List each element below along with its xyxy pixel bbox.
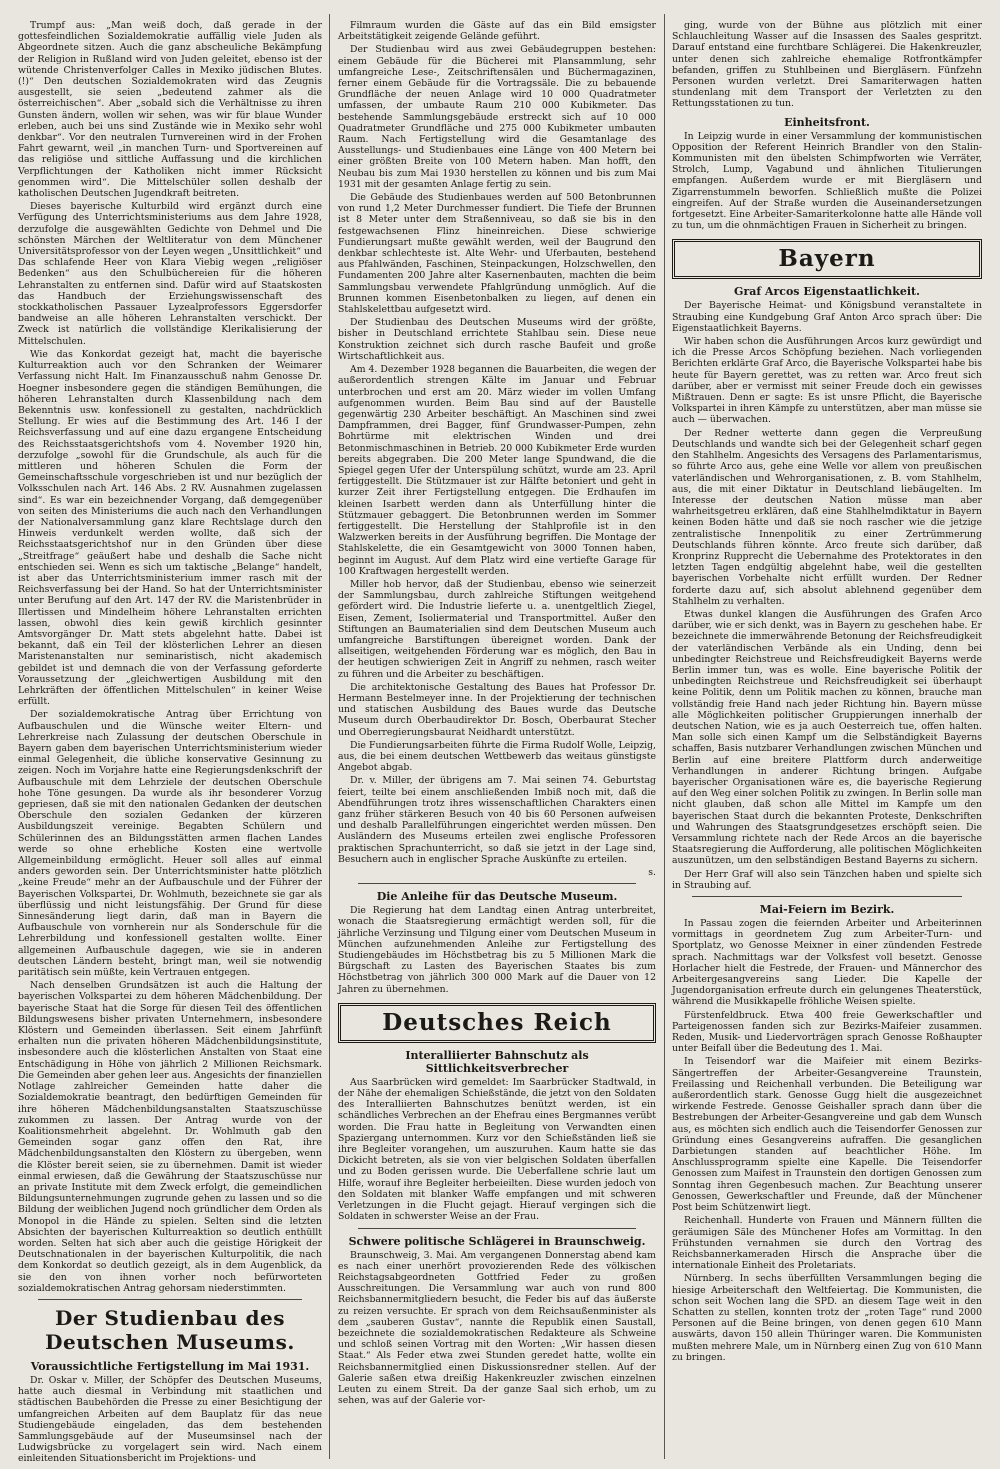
column-3 <box>672 20 982 1450</box>
column-rule <box>664 14 665 1459</box>
article-paragraph: Die Regierung hat dem Landtag einen Antrag unterbreitet, wonach die Staatsregierung ermächtigt werden soll, für die jährliche Verzinsung und Tilgung einer vom Deutschen Museum in München aufzunehmenden Anleihe zur Fertigstellung des Studiengebäudes im Höchstbetrag bis zu 5 Millionen Mark die Bürgschaft zu Lasten des Bayerischen Staates bis zum Höchstbetrag von jährlich 300 000 Mark auf die Dauer von 12 Jahren zu übernehmen. <box>338 905 656 995</box>
article-paragraph: Nach denselben Grundsätzen ist auch die Haltung der bayerischen Volkspartei zu dem höheren Mädchenbildung. Der bayerische Staat hat die Sorge für diesen Teil des öffentlichen Bildungswesens bisher privaten Unternehmern, insbesondere Klöstern und Gemeinden überlassen. Seit einem Jahrfünft erhalten nun die privaten höheren Mädchenbildungsinstitute, insbesondere auch die klösterlichen Anstalten von Staat eine Entschädigung in Höhe von jährlich 2 Millionen Reichsmark. Die Gemeinden aber gehen leer aus. Angesichts der finanziellen Notlage zahlreicher Gemeinden hatte daher die Sozialdemokratie beantragt, den bedürftigen Gemeinden für ihre höheren Mädchenbildungsanstalten Staatszuschüsse zukommen zu lassen. Der Antrag wurde von der Koalitionsmehrheit abgelehnt. Dr. Wohlmuth gab den Gemeinden sogar ganz offen den Rat, ihre Mädchenbildungsanstalten den Klöstern zu übergeben, wenn die Klöster bereit seien, sie zu übernehmen. Damit ist wieder einmal erwiesen, daß die Gewährung der Staatszuschüsse nur an private Institute mit dem Zweck erfolgt, die gemeindlichen Bildungsunternehmungen zugrunde gehen zu lassen und so die Bildung der weiblichen Jugend noch gründlicher dem Orden als Monopol in die Hände zu spielen. Selten sind die letzten Absichten der bayerischen Kulturreaktion so deutlich enthüllt worden. Selten hat sich aber auch die geistige Hörigkeit der Deutschnationalen in der bayerischen Kulturpolitik, die nach dem Konkordat so deutlich gezeigt, als in dem Augenblick, da sie den von ihnen vorher noch befürworteten sozialdemokratischen Antrag gehorsam niederstimmten. <box>18 980 322 1294</box>
article-paragraph: Der Studienbau des Deutschen Museums wird der größte, bisher in Deutschland errichtete Stahlbau sein. Diese neue Konstruktion zeichnet sich durch rasche Baufeit und große Wirtschaftlichkeit aus. <box>338 317 656 362</box>
article-paragraph: Wie das Konkordat gezeigt hat, macht die bayerische Kulturreaktion auch vor den Schranken der Weimarer Verfassung nicht Halt. Im Finanzausschuß nahm Genosse Dr. Hoegner insbesondere gegen die ständigen Bemühungen, die höheren Lehranstalten durch Klassenbildung nach dem Bekenntnis usw. konfessionell zu gestalten, nachdrücklich Stellung. Er wies auf die Bestimmung des Art. 146 I der Reichsverfassung und auf eine dazu ergangene Entscheidung des Reichsstaatsgerichtshofs vom 4. November 1920 hin, derzufolge „sowohl für die Grundschule, als auch für die mittleren und höheren Schulen die Form der Gemeinschaftsschule vorgeschrieben ist und nur bezüglich der Volksschulen nach Art. 146 Abs. 2 RV. Ausnahmen zugelassen sind“. Es war ein bezeichnender Vorgang, daß demgegenüber von seiten des Ministeriums die auch nach den Verhandlungen der Nationalversammlung ganz klare Rechtslage durch den Hinweis verdunkelt werden wollte, daß sich der Reichsstaatsgerichtshof nur in den Gründen über diese „Streitfrage“ geäußert habe und deshalb die Sache nicht entschieden sei. Wenn es sich um taktische „Belange“ handelt, ist aber das Unterrichtsministerium immer rasch mit der Reichsverfassung bei der Hand. So hat der Unterrichtsminister unter Berufung auf den Art. 147 der RV. die Maristenbrüder in Illertissen und Mindelheim höhere Lehranstalten errichten lassen, obwohl dies kein gewiß kirchlich gesinnter Amtsvorgänger Dr. Matt stets abgelehnt hatte. Dabei ist bekannt, daß ein Teil der klösterlichen Lehrer an diesen Maristenanstalten nur seminaristisch, nicht akademisch gebildet ist und demnach die von der Verfassung geforderte Voraussetzung der „gleichwertigen Ausbildung mit den Lehrkräften der öffentlichen Mittelschulen“ in keiner Weise erfüllt. <box>18 348 322 708</box>
column-2 <box>338 20 656 1450</box>
article-paragraph: Der Bayerische Heimat- und Königsbund veranstaltete in Straubing eine Kundgebung Graf Anton Arco sprach über: Die Eigenstaatlichkeit Bayerns. <box>672 300 982 334</box>
section-banner-deutsches-reich: Deutsches Reich <box>338 1003 656 1043</box>
arco-headline: Graf Arcos Eigenstaatlichkeit. <box>734 285 920 299</box>
divider <box>692 896 962 897</box>
article-paragraph: In Leipzig wurde in einer Versammlung der kommunistischen Opposition der Referent Heinrich Brandler von den Stalin-Kommunisten mit den übelsten Schimpfworten wie Verräter, Strolch, Lump, Vagabund und ähnlichen Titulierungen empfangen. Außerdem wurde er mit Biergläsern und Zigarrenstummeln beworfen. Schließlich mußte die Polizei eingreifen. Auf der Straße wurden die Auseinandersetzungen fortgesetzt. Eine Arbeiter-Samariterkolonne hatte alle Hände voll zu tun, um die ohnmächtigen Frauen in Sicherheit zu bringen. <box>672 130 982 232</box>
einheitsfront-headline: Einheitsfront. <box>784 115 870 129</box>
article-paragraph: Wir haben schon die Ausführungen Arcos kurz gewürdigt und ich die Presse Arcos Schöpfung beziehen. Nach vorliegenden Berichten erklärte Graf Arco, die Bayerische Volkspartei habe bis heute für Bayern gerettet, was zu retten war. Arco freut sich darüber, aber er vermisst mit seiner Freude doch ein gewisses Mißtrauen. Denn er sagte: Es ist unsre Pflicht, die Bayerische Volkspartei in ihren Kämpfe zu unterstützen, aber man müsse sie auch — überwachen. <box>672 336 982 426</box>
divider <box>38 1299 302 1300</box>
article-paragraph: Filmraum wurden die Gäste auf das ein Bild emsigster Arbeitstätigkeit zeigende Gelände geführt. <box>338 20 656 43</box>
maifeier-headline: Mai-Feiern im Bezirk. <box>759 903 895 917</box>
article-paragraph: Die Fundierungsarbeiten führte die Firma Rudolf Wolle, Leipzig, aus, die bei einem deutschen Wettbewerb das weitaus günstigste Angebot abgab. <box>338 739 656 774</box>
article-paragraph: Braunschweig, 3. Mai. Am vergangenen Donnerstag abend kam es nach einer unerhört provozierenden Rede des völkischen Reichstagsabgeordneten Gottfried Feder zu großen Ausschreitungen. Die Versammlung war auch von rund 800 Reichsbannermitgliedern besucht, die Feder bis auf das äußerste zu reizen versuchte. Er sprach von dem Reichsaußenminister als dem „sauberen Gustav“, nannte die Republik einen Saustall, bezeichnete die sozialdemokratischen Redakteure als Schweine und schloß seinen Vortrag mit den Worten: „Wir hassen diesen Staat.“ Als Feder etwa zwei Stunden geredet hatte, wollte ein Reichsbannermitglied einen Diskussionsredner stellen. Auf der Galerie saßen etwa dreißig Hakenkreuzler zwischen einzelnen Leuten zu einem Streit. Da der ganze Saal sich erhob, um zu sehen, was auf der Galerie vor- <box>338 1249 656 1407</box>
museum-headline: Der Studienbau des Deutschen Museums. <box>45 1305 295 1354</box>
article-paragraph: Die architektonische Gestaltung des Baues hat Professor Dr. Hermann Bestelmeyer inne. In der Projektierung der technischen und statischen Ausbildung des Baues wurde das Deutsche Museum durch Oberbaudirektor Dr. Bosch, Oberbaurat Stecher und Oberregierungsbaurat Neidhardt unterstützt. <box>338 681 656 738</box>
column-1 <box>18 20 322 1465</box>
article-paragraph: ging, wurde von der Bühne aus plötzlich mit einer Schlauchleitung Wasser auf die Insassen des Saales gespritzt. Darauf entstand eine furchtbare Schlägerei. Die Hakenkreuzler, unter denen sich zahlreiche ehemalige Rotfrontkämpfer befanden, griffen zu Stuhlbeinen und Biergläsern. Fünfzehn Personen wurden verletzt. Drei Samariterwagen hatten stundenlang mit dem Transport der Verletzten zu den Rettungsstationen zu tun. <box>672 20 982 110</box>
divider <box>358 1228 636 1229</box>
article-paragraph: Dieses bayerische Kulturbild wird ergänzt durch eine Verfügung des Unterrichtsministeriums aus dem Jahre 1928, derzufolge die ausgewählten Gedichte von Dehmel und Die schönsten Märchen der Weltliteratur von dem Münchener Universitätsprofessor von der Leyen wegen „Unsittlichkeit“ und Das schlafende Heer von Klara Viebig wegen „religiöser Bedenken“ aus den Schulbüchereien für die höheren Lehranstalten zu entfernen sind. Dafür wird auf Staatskosten das Handbuch der Erziehungswissenschaft des stockkatholischen Passauer Lyzealprofessors Eggersdorfer bandweise an alle höheren Lehranstalten verschickt. Der Zweck ist natürlich die vollständige Klerikalisierung der Mittelschulen. <box>18 201 322 347</box>
article-paragraph: Der sozialdemokratische Antrag über Errichtung von Aufbauschulen und die Wünsche weiter Eltern- und Lehrerkreise nach Zulassung der deutschen Oberschule in Bayern gaben dem bayerischen Unterrichtsministerium wieder einmal Gelegenheit, die übliche konservative Gesinnung zu zeigen. Noch im Vorjahre hatte eine Regierungsdenkschrift der Aufbauschule mit dem Lehrziele der deutschen Oberschule hohe Töne gesungen. Da wurde als ihr besonderer Vorzug gepriesen, daß sie mit den nationalen Gedanken der deutschen Oberschule den sozialen Gedanken der kürzeren Ausbildungszeit vereinige. Begabten Schülern und Schülerinnen des an Bildungsstätten armen flachen Landes werde so ohne erhebliche Kosten eine wertvolle Allgemeinbildung ermöglicht. Heuer soll alles auf einmal anders geworden sein. Der Unterrichtsminister hatte plötzlich „keine Freude“ mehr an der Aufbauschule und der Führer der Bayerischen Volkspartei, Dr. Wohlmuth, bezeichnete sie gar als überflüssig und nicht leistungsfähig. Der Grund für diese Sinnesänderung liegt darin, daß man in Bayern die Aufbauschule von vornherein nur als Sonderschule für die Lehrerbildung und konfessionell gestalten wollte. Einer allgemeinen Aufbauschule dagegen, wie sie in anderen deutschen Ländern besteht, bringt man, weil sie notwendig paritätisch sein müßte, kein Vertrauen entgegen. <box>18 709 322 979</box>
article-paragraph: Miller hob hervor, daß der Studienbau, ebenso wie seinerzeit der Sammlungsbau, durch zahlreiche Stiftungen weitgehend gefördert wird. Die Industrie lieferte u. a. unentgeltlich Ziegel, Eisen, Zement, Isoliermaterial und Transportmittel. Außer den Stiftungen an Baumaterialien sind dem Deutschen Museum auch umfangreiche Barstiftungen übereignet worden. Dank der allseitigen, weitgehenden Förderung war es möglich, den Bau in der heutigen schwierigen Zeit in Angriff zu nehmen, rasch weiter zu führen und die Arbeiter zu beschäftigen. <box>338 578 656 680</box>
article-paragraph: Nürnberg. In sechs überfüllten Versammlungen beging die hiesige Arbeiterschaft den Weltfeiertag. Die Kommunisten, die schon seit Wochen lang die SPD. an diesem Tage weit in den Schatten zu stellen, konnten trotz der „roten Tage“ rund 2000 Personen auf die Beine bringen, von denen gegen 610 Mann auswärts, davon 150 allein Thüringer waren. Die Kommunisten mußten mehrere Male, um in Nürnberg einen Zug von 610 Mann zu bringen. <box>672 1273 982 1363</box>
article-paragraph: Fürstenfeldbruck. Etwa 400 freie Gewerkschaftler und Parteigenossen fanden sich zur Bezirks-Maifeier zusammen. Reden, Musik- und Liedervorträgen sprach Genosse Roßhaupter unter Beifall über die Bedeutung des 1. Mai. <box>672 1009 982 1055</box>
article-paragraph: Der Herr Graf will also sein Tänzchen haben und spielte sich in Straubing auf. <box>672 868 982 891</box>
column-rule <box>329 14 330 1459</box>
braunschweig-headline: Schwere politische Schlägerei in Braunschweig. <box>348 1234 646 1248</box>
article-paragraph: Aus Saarbrücken wird gemeldet: Im Saarbrücker Stadtwald, in der Nähe der ehemaligen Schießstände, die jetzt von den Soldaten des Interalliierten Bahnschutzes benützt werden, ist ein schändliches Verbrechen an der Ehefrau eines Bergmannes verübt worden. Die Frau hatte in Begleitung von Verwandten einen Spaziergang unternommen. Kurz vor den Schießständen ließ sie ihre Begleiter vorangehen, um auszuruhen. Kaum hatte sie das Dickicht betreten, als sie von vier belgischen Soldaten überfallen und zu Boden gerissen wurde. Die Ueberfallene schrie laut um Hilfe, worauf ihre Begleiter herbeieilten. Diese wurden jedoch von den Soldaten mit blanker Waffe empfangen und mit schweren Verletzungen in die Flucht gejagt. Hierauf vergingen sich die Soldaten in schwerster Weise an der Frau. <box>338 1076 656 1223</box>
article-paragraph: Reichenhall. Hunderte von Frauen und Männern füllten die geräumigen Säle des Münchener Hofes am Vormittag. In den Frühstunden vernahmen sie durch den Vortrag des Reichsbannerkameraden Hirsch die Ansprache über die internationale Einheit des Proletariats. <box>672 1215 982 1272</box>
article-paragraph: Trumpf aus: „Man weiß doch, daß gerade in der gottesfeindlichen Sozialdemokratie auffällig viele Juden als Abgeordnete sitzen. Auch die ganz abscheuliche Bekämpfung der Religion in Rußland wird von Juden geleitet, ebenso ist der wütende Christenverfolger Calles in Mexiko jüdischen Blutes.(!)“ Den deutschen Sozialdemokraten wird das Zeugnis ausgestellt, sie seien „bedeutend zahmer als die österreichischen“. Aber „sobald sich die Verhältnisse zu ihren Gunsten ändern, wollen wir sehen, was wir für blaue Wunder erleben, auch bei uns sind Zustände wie in Mexiko sehr wohl denkbar“. Vor den neutralen Turnvereinen wird in der Frohen Fahrt gewarnt, weil „in manchen Turn- und Sportvereinen auf das religiöse und sittliche Auffassung und die kirchlichen Verpflichtungen der Katholiken nicht immer Rücksicht genommen wird“. Die Mittelschüler sollen deshalb der katholischen Deutschen Jugendkraft beitreten. <box>18 20 322 200</box>
article-paragraph: Die Gebäude des Studienbaues werden auf 500 Betonbrunnen von rund 1,2 Meter Durchmesser fundiert. Die Tiefe der Brunnen ist 8 Meter unter dem Straßenniveau, so daß sie bis in den festgewachsenen Flinz hineinreichen. Diese schwierige Fundierungsart mußte gewählt werden, weil der Baugrund den denkbar schlechteste ist. Alte Wehr- und Uferbauten, bestehend aus Pfahlwänden, Faschinen, Steinpackungen, Holzschwellen, den Fundamenten 200 Jahre alter Kasernenbauten, machten die beim Sammlungsbau verwendete Pfahlgründung unmöglich. Auf die Brunnen kommen Eisenbetonbalken zu liegen, auf denen ein Stahlskelettbau aufgesetzt wird. <box>338 192 656 316</box>
divider <box>358 883 636 884</box>
article-paragraph: In Teisendorf war die Maifeier mit einem Bezirks-Sängertreffen der Arbeiter-Gesangvereine Traunstein, Freilassing und Reichenhall verbunden. Die Beteiligung war außerordentlich stark. Genosse Gugg hielt die ausgezeichnet wirkende Festrede. Genosse Geishaller sprach dann über die Bestrebungen der Arbeiter-Gesangvereine und gab dem Wunsch aus, es möchten sich endlich auch die Teisendorfer Genossen zur Gründung eines Gesangvereins aufraffen. Die gesanglichen Darbietungen standen auf beachtlicher Höhe. Im Anschlussprogramm spielte eine Kapelle. Die Teisendorfer Genossen zum Maifest in Traunstein den dortigen Genossen zum Sonntag ihren Gegenbesuch machen. Zur Beachtung unserer Genossen, Gewerkschaftler und Freunde, daß der Münchener Post beim Schützenwirt liegt. <box>672 1056 982 1214</box>
article-paragraph: Der Redner wetterte dann gegen die Verpreußung Deutschlands und wandte sich bei der Gelegenheit scharf gegen den Stahlhelm. Angesichts des Versagens des Parlamentarismus, so führte Arco aus, gehe eine Welle vor allem von preußischen vaterländischen und Wehrorganisationen, z. B. vom Stahlhelm, aus, die mit einer Diktatur in Deutschland liebäugelten. Im Interesse der deutschen Nation müsse man aber wahrheitsgetreu erklären, daß eine Stahlhelmdiktatur in Bayern keinen Boden hätte und daß sie noch rascher wie die jetzige zentralistische Innenpolitik zu einer Zertrümmerung Deutschlands führen könnte. Arco freute sich darüber, daß Kronprinz Rupprecht die Uebernahme des Protektorates in den letzten Tagen endgültig abgelehnt habe, weil die gestellten bayerischen Vorbehalte nicht erfüllt wurden. Der Redner forderte dazu auf, sich absolut ablehnend gegenüber dem Stahlhelm zu verhalten. <box>672 427 982 607</box>
article-paragraph: Dr. v. Miller, der übrigens am 7. Mai seinen 74. Geburtstag feiert, teilte bei einem anschließenden Imbiß noch mit, daß die Abendführungen trotz ihres wissenschaftlichen Charakters einen ganz früher stärkeren Besuch von 40 bis 60 Personen aufweisen und deshalb Parallelführungen eingerichtet werden müssen. Den Ausländern des Museums erteilen zwei englische Professoren praktischen Sprachunterricht, so daß sie jetzt in der Lage sind, Besuchern auch in englischer Sprache Auskünfte zu erteilen. <box>338 775 656 865</box>
bahnschutz-headline: Interalliierter Bahnschutz als Sittlichkeitsverbrecher <box>405 1048 589 1075</box>
section-banner-bayern: Bayern <box>672 239 982 279</box>
museum-subheadline: Voraussichtliche Fertigstellung im Mai 1931. <box>30 1359 310 1373</box>
article-paragraph: Dr. Oskar v. Miller, der Schöpfer des Deutschen Museums, hatte auch diesmal in Verbindung mit staatlichen und städtischen Baubehörden die Presse zu einer Besichtigung der umfangreichen Arbeiten auf dem Bauplatz für das neue Studiengebäude eingeladen, das dem bestehenden Sammlungsgebäude auf der Museumsinsel nach der Ludwigsbrücke zu vorgelagert sein wird. Nach einem einleitenden Situationsbericht im Projektions- und <box>18 1374 322 1465</box>
article-paragraph: In Passau zogen die feiernden Arbeiter und Arbeiterinnen vormittags in geordnetem Zug zum Arbeiter-Turn- und Sportplatz, wo Genosse Meixner in einer zündenden Festrede sprach. Nachmittags war der Volksfest voll besetzt. Genosse Horlacher hielt die Festrede, der Frauen- und Männerchor des Arbeitergesangvereins sang Lieder. Die Kapelle der Jugendorganisation erfreute durch ein gelungenes Theaterstück, während die Musikkapelle fröhliche Weisen spielte. <box>672 918 982 1008</box>
article-paragraph: Etwas dunkel klangen die Ausführungen des Grafen Arco darüber, wie er sich denkt, was in Bayern zu geschehen habe. Er bezeichnete die immerwährende Betonung der Reichsfreudigkeit der vaterländischen Verbände als ein Unding, denn bei unbedingter Reichstreue und Reichsfreudigkeit Bayerns werde Berlin immer tun, was es wolle. Eine bayerische Politik der unbedingten Reichstreue und Reichsfreudigkeit sei überhaupt keine Politik, denn um Politik machen zu können, brauche man vollständig freie Hand nach jeder Richtung hin. Bayern müsse alle Möglichkeiten politischer Gruppierungen innerhalb der deutschen Nation, wie es ja auch Oesterreich tue, offen halten. Man solle sich einen Kampf um die Selbständigkeit Bayerns schaffen, Basis nutzbarer Verhandlungen zwischen München und Berlin auf eine breitere Plattform durch anderweitige Verhandlungen in anderer Richtung bringen. Aufgabe bayerischer Organisationen wäre es, die bayerische Regierung auf den Weg einer solchen Politik zu zwingen. In Berlin solle man nicht glauben, daß schon alle Mittel im Kampfe um den bayerischen Staat durch die bekannten Proteste, Denkschriften und Wahrungen des Staatsgrundgesetzes erschöpft seien. Die Versammlung richtete nach der Rede Arcos an die bayerische Staatsregierung die Aufforderung, alle politischen Möglichkeiten auszunützen, um den selbständigen Bestand Bayerns zu sichern. <box>672 608 982 867</box>
anleihe-headline: Die Anleihe für das Deutsche Museum. <box>376 890 618 904</box>
article-paragraph: Am 4. Dezember 1928 begannen die Bauarbeiten, die wegen der außerordentlich strengen Kälte im Januar und Februar unterbrochen und erst am 20. März wieder im vollen Umfang aufgenommen wurden. Beim Bau sind auf der Baustelle gegenwärtig 230 Arbeiter beschäftigt. An Maschinen sind zwei Dampframmen, drei Bagger, fünf Grundwasser-Pumpen, zehn Bohrtürme mit elektrischen Winden und drei Betonmischmaschinen in Betrieb. 20 000 Kubikmeter Erde wurden bereits abgegraben. Die 200 Meter lange Spundwand, die die Spiegel gegen Ufer der Unterspülung schützt, wurde am 23. April fertiggestellt. Die Stützmauer ist zur Hälfte betoniert und geht in kurzer Zeit ihrer Fertigstellung entgegen. Die Erdhaufen im kleinen Isarbett werden dann als Unterfüllung hinter die Stützmauer gebaggert. Die Betonbrunnen werden im Sommer fertiggestellt. Die Herstellung der Stahlprofile ist in den Walzwerken bereits in der Ausführung begriffen. Die Montage der Stahlskelette, die ein Gesamtgewicht von 3000 Tonnen haben, beginnt im August. Auf dem Platz wird eine vertiefte Garage für 100 Kraftwagen hergestellt werden. <box>338 364 656 577</box>
article-paragraph: Der Studienbau wird aus zwei Gebäudegruppen bestehen: einem Gebäude für die Bücherei mit Plansammlung, sehr umfangreiche Lese-, Zeitschriftensälen und Büchermagazinen, ferner einem Gebäude für die Vortragssäle. Die zu bebauende Grundfläche der neuen Anlage wird 10 000 Quadratmeter umfassen, der umbaute Raum 210 000 Kubikmeter. Das bestehende Sammlungsgebäude erstreckt sich auf 10 000 Quadratmeter Grundfläche und 275 000 Kubikmeter umbauten Raum. Nach Fertigstellung wird die Gesamtanlage des Ausstellungs- und Studienbaues eine Länge von 400 Metern bei einer größten Breite von 100 Metern haben. Man hofft, den Neubau bis zum Mai 1930 herstellen zu können und bis zum Mai 1931 mit der gesamten Anlage fertig zu sein. <box>338 44 656 190</box>
article-signature: s. <box>648 867 656 879</box>
